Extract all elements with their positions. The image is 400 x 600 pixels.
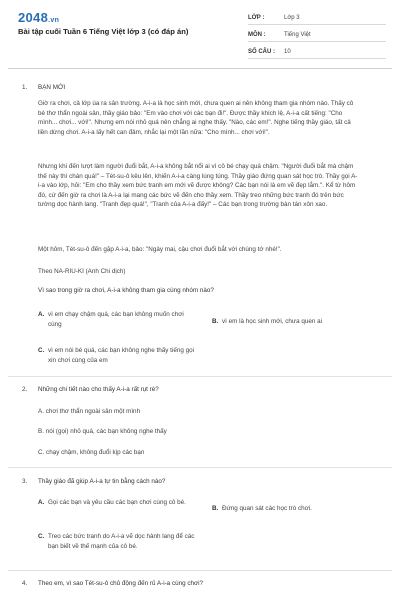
- option-key: A.: [38, 499, 45, 506]
- passage-heading: BẠN MỚI: [38, 84, 66, 91]
- question-text: Những chi tiết nào cho thấy A-i-a rất rụt rè?: [38, 386, 159, 393]
- question-number: 2.: [22, 386, 28, 393]
- header-divider: [8, 68, 392, 69]
- meta-label: MÔN :: [248, 32, 266, 38]
- option-key: B.: [212, 505, 219, 512]
- question-number: 1.: [22, 84, 28, 91]
- logo-suffix: .vn: [48, 17, 60, 24]
- option-text: Gọi các bạn và yêu cầu các bạn chơi cùng cô bé.: [48, 499, 186, 506]
- question-divider: [8, 376, 392, 377]
- answer-option-b[interactable]: [212, 317, 372, 327]
- question-number: 4.: [22, 580, 28, 587]
- answer-option-c[interactable]: C. chạy chậm, không đuổi kịp các bạn: [38, 449, 145, 456]
- logo-main: 2048: [18, 10, 49, 25]
- answer-option-b[interactable]: [212, 504, 372, 514]
- answer-option-c[interactable]: [38, 346, 198, 365]
- meta-row-class: [248, 12, 386, 25]
- meta-value: Lớp 3: [284, 15, 300, 21]
- option-text: Đứng quan sát các học trò chơi.: [222, 505, 312, 512]
- answer-option-a[interactable]: [38, 310, 188, 329]
- meta-row-subject: [248, 29, 386, 42]
- option-key: A.: [38, 311, 45, 318]
- question-text: Thầy giáo đã giúp A-i-a tự tin bằng cách nào?: [38, 478, 166, 485]
- site-logo[interactable]: [18, 10, 59, 25]
- passage-source: Theo NA-RIU-KI (Anh Chi dịch): [38, 268, 126, 275]
- meta-label: SỐ CÂU :: [248, 49, 275, 55]
- document-header: [0, 0, 400, 62]
- option-text: Treo các bức tranh do A-i-a vẽ dọc hành lang để các bạn biết về thế mạnh của cô bé.: [48, 533, 195, 550]
- meta-row-count: [248, 46, 386, 59]
- question-text: Vì sao trong giờ ra chơi, A-i-a không tham gia cùng nhóm nào?: [38, 287, 214, 294]
- question-divider: [8, 570, 392, 571]
- answer-option-a[interactable]: [38, 498, 198, 508]
- answer-option-b[interactable]: B. nói (gọi) nhỏ quá, các bạn không nghe thấy: [38, 428, 167, 435]
- passage-paragraph-2: Nhưng khi đến lượt làm người đuổi bắt, A-i-a không bắt nổi ai vì cô bé chạy quá chậm. "Người đuổi bắt mà chậm thế này thì chán quá!" – Tét-su-ô kêu lên, khiến A-i-a càng lúng túng. Thầy giáo đứng quan sát học trò. Thầy gọi A-i-a vào lớp, hỏi: "Em cho thầy xem bức tranh em mới vẽ được không? Các bạn nói là em vẽ đẹp lắm.". Kể từ hôm đó, cứ đến giờ ra chơi là A-i-a lại mang các bức vẽ đến cho thầy xem. Thầy treo những bức tranh đó trên bức tường dọc hành lang. "Tranh đẹp quá!", "Tranh của A-i-a đấy!" – Các bạn trong trường bàn tán xôn xao.: [38, 163, 358, 209]
- answer-option-a[interactable]: A. chơi thơ thẩn ngoài sân một mình: [38, 408, 141, 415]
- option-text: vì em nói bé quá, các bạn không nghe thấy tiếng gọi xin chơi cùng của em: [48, 347, 194, 364]
- question-text: Theo em, vì sao Tét-su-ô chủ động đến rủ A-i-a cùng chơi?: [38, 580, 204, 587]
- passage-paragraph-1: Giờ ra chơi, cả lớp ùa ra sân trường. A-i-a là học sinh mới, chưa quen ai nên không tham gia nhóm nào. Thấy cô bé thơ thẩn ngoài sân, thầy giáo bảo: "Em vào chơi với các bạn đi!". Được thầy khích lệ, A-i-a cất tiếng: "Cho mình... chơi... với!". Nhưng em nói nhỏ quá nên chẳng ai nghe thấy. "Nào, các em!". Nghe tiếng thầy giáo, tất cả liền dừng chơi. A-i-a lấy hết can đảm, nhắc lại một lần nữa: "Cho mình... chơi với!".: [38, 100, 354, 136]
- answer-option-c[interactable]: [38, 532, 198, 551]
- question-divider: [8, 467, 392, 468]
- meta-panel: [248, 12, 386, 63]
- document-title: Bài tập cuối Tuần 6 Tiếng Việt lớp 3 (có đáp án): [18, 27, 189, 36]
- meta-value: Tiếng Việt: [284, 32, 311, 38]
- option-key: C.: [38, 533, 45, 540]
- option-key: C.: [38, 347, 45, 354]
- meta-value: 10: [284, 49, 291, 55]
- option-text: vì em là học sinh mới, chưa quen ai: [222, 318, 323, 325]
- question-number: 3.: [22, 478, 28, 485]
- passage-paragraph-3: Một hôm, Tét-su-ô đến gặp A-i-a, bảo: "Ngày mai, cậu chơi đuổi bắt với chúng tớ nhé!".: [38, 246, 282, 253]
- option-key: B.: [212, 318, 219, 325]
- meta-label: LỚP :: [248, 15, 265, 21]
- option-text: vì em chạy chậm quá, các bạn không muốn chơi cùng: [48, 311, 184, 328]
